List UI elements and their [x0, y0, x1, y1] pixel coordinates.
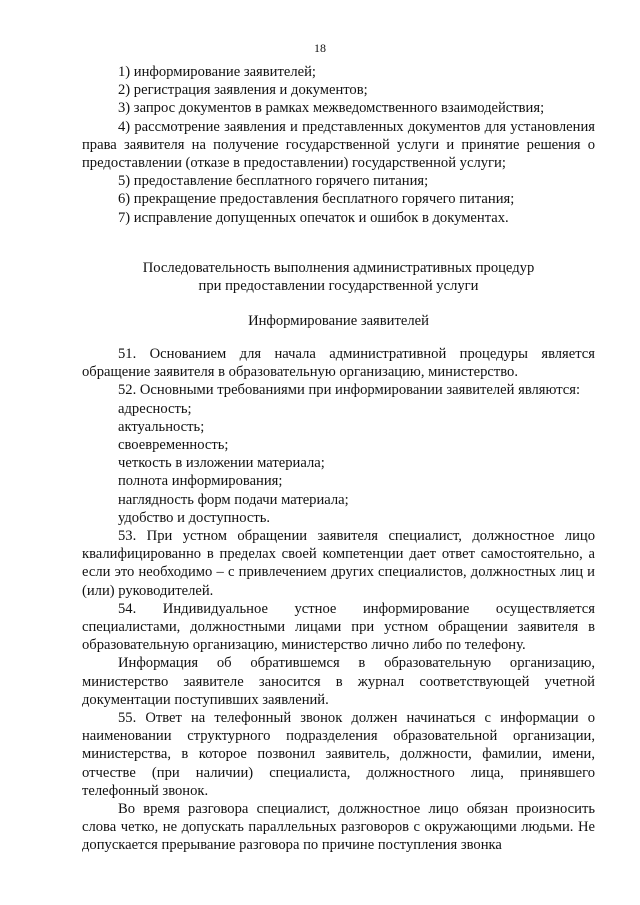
list-item: 5) предоставление бесплатного горячего питания;: [118, 173, 429, 190]
requirement-item: адресность;: [118, 400, 192, 417]
list-item: 4) рассмотрение заявления и представленных документов для установления права заявителя на получение государственной услуги и принятие решения о предоставлении (отказе в предоставлении) государственной услуги;: [82, 118, 595, 172]
paragraph-52: 52. Основными требованиями при информировании заявителей являются:: [118, 382, 581, 399]
requirement-item: актуальность;: [118, 418, 205, 435]
requirement-item: наглядность форм подачи материала;: [118, 491, 349, 508]
requirement-item: удобство и доступность.: [118, 509, 271, 526]
procedure-list: [82, 63, 595, 227]
paragraph-51: 51. Основанием для начала административной процедуры является обращение заявителя в образовательную организацию, министерство.: [82, 346, 595, 381]
paragraph-54-continued: Информация об обратившемся в образовательную организацию, министерство заявителе заносится в журнал соответствующей учетной документации поступивших заявлений.: [82, 655, 595, 708]
subsection-heading: Информирование заявителей: [248, 313, 429, 329]
section-body: [82, 345, 595, 855]
section-heading-line: Последовательность выполнения административных процедур: [142, 260, 535, 276]
list-item: 2) регистрация заявления и документов;: [118, 82, 368, 99]
section-heading-line: при предоставлении государственной услуги: [198, 278, 479, 295]
paragraph-53: 53. При устном обращении заявителя специалист, должностное лицо квалифицированно в пределах своей компетенции дает ответ самостоятельно, а если это необходимо – с привлечением других специалистов, должностных лиц и (или) руководителей.: [82, 528, 595, 599]
page-number: 18: [314, 41, 326, 55]
section-heading: [82, 259, 595, 295]
requirement-item: четкость в изложении материала;: [118, 455, 325, 472]
requirement-item: своевременность;: [118, 437, 229, 454]
paragraph-55: 55. Ответ на телефонный звонок должен начинаться с информации о наименовании структурного подразделения образовательной организации, министерства, в которое позвонил заявитель, должности, фамилии, имени, отчестве (при наличии) специалиста, должностного лица, принявшего телефонный звонок.: [82, 710, 595, 799]
paragraph-55-continued: Во время разговора специалист, должностное лицо обязан произносить слова четко, не допускать параллельных разговоров с окружающими людьми. Не допускается прерывание разговора по причине поступления звонка: [82, 801, 595, 854]
paragraph-54: 54. Индивидуальное устное информирование осуществляется специалистами, должностными лицами при устном обращении заявителя в образовательную организацию, министерство лично либо по телефону.: [82, 600, 595, 654]
list-item: 1) информирование заявителей;: [118, 64, 316, 80]
requirement-item: полнота информирования;: [118, 473, 283, 490]
list-item: 7) исправление допущенных опечаток и ошибок в документах.: [118, 209, 509, 226]
list-item: 6) прекращение предоставления бесплатного горячего питания;: [118, 191, 515, 208]
list-item: 3) запрос документов в рамках межведомственного взаимодействия;: [118, 100, 545, 117]
